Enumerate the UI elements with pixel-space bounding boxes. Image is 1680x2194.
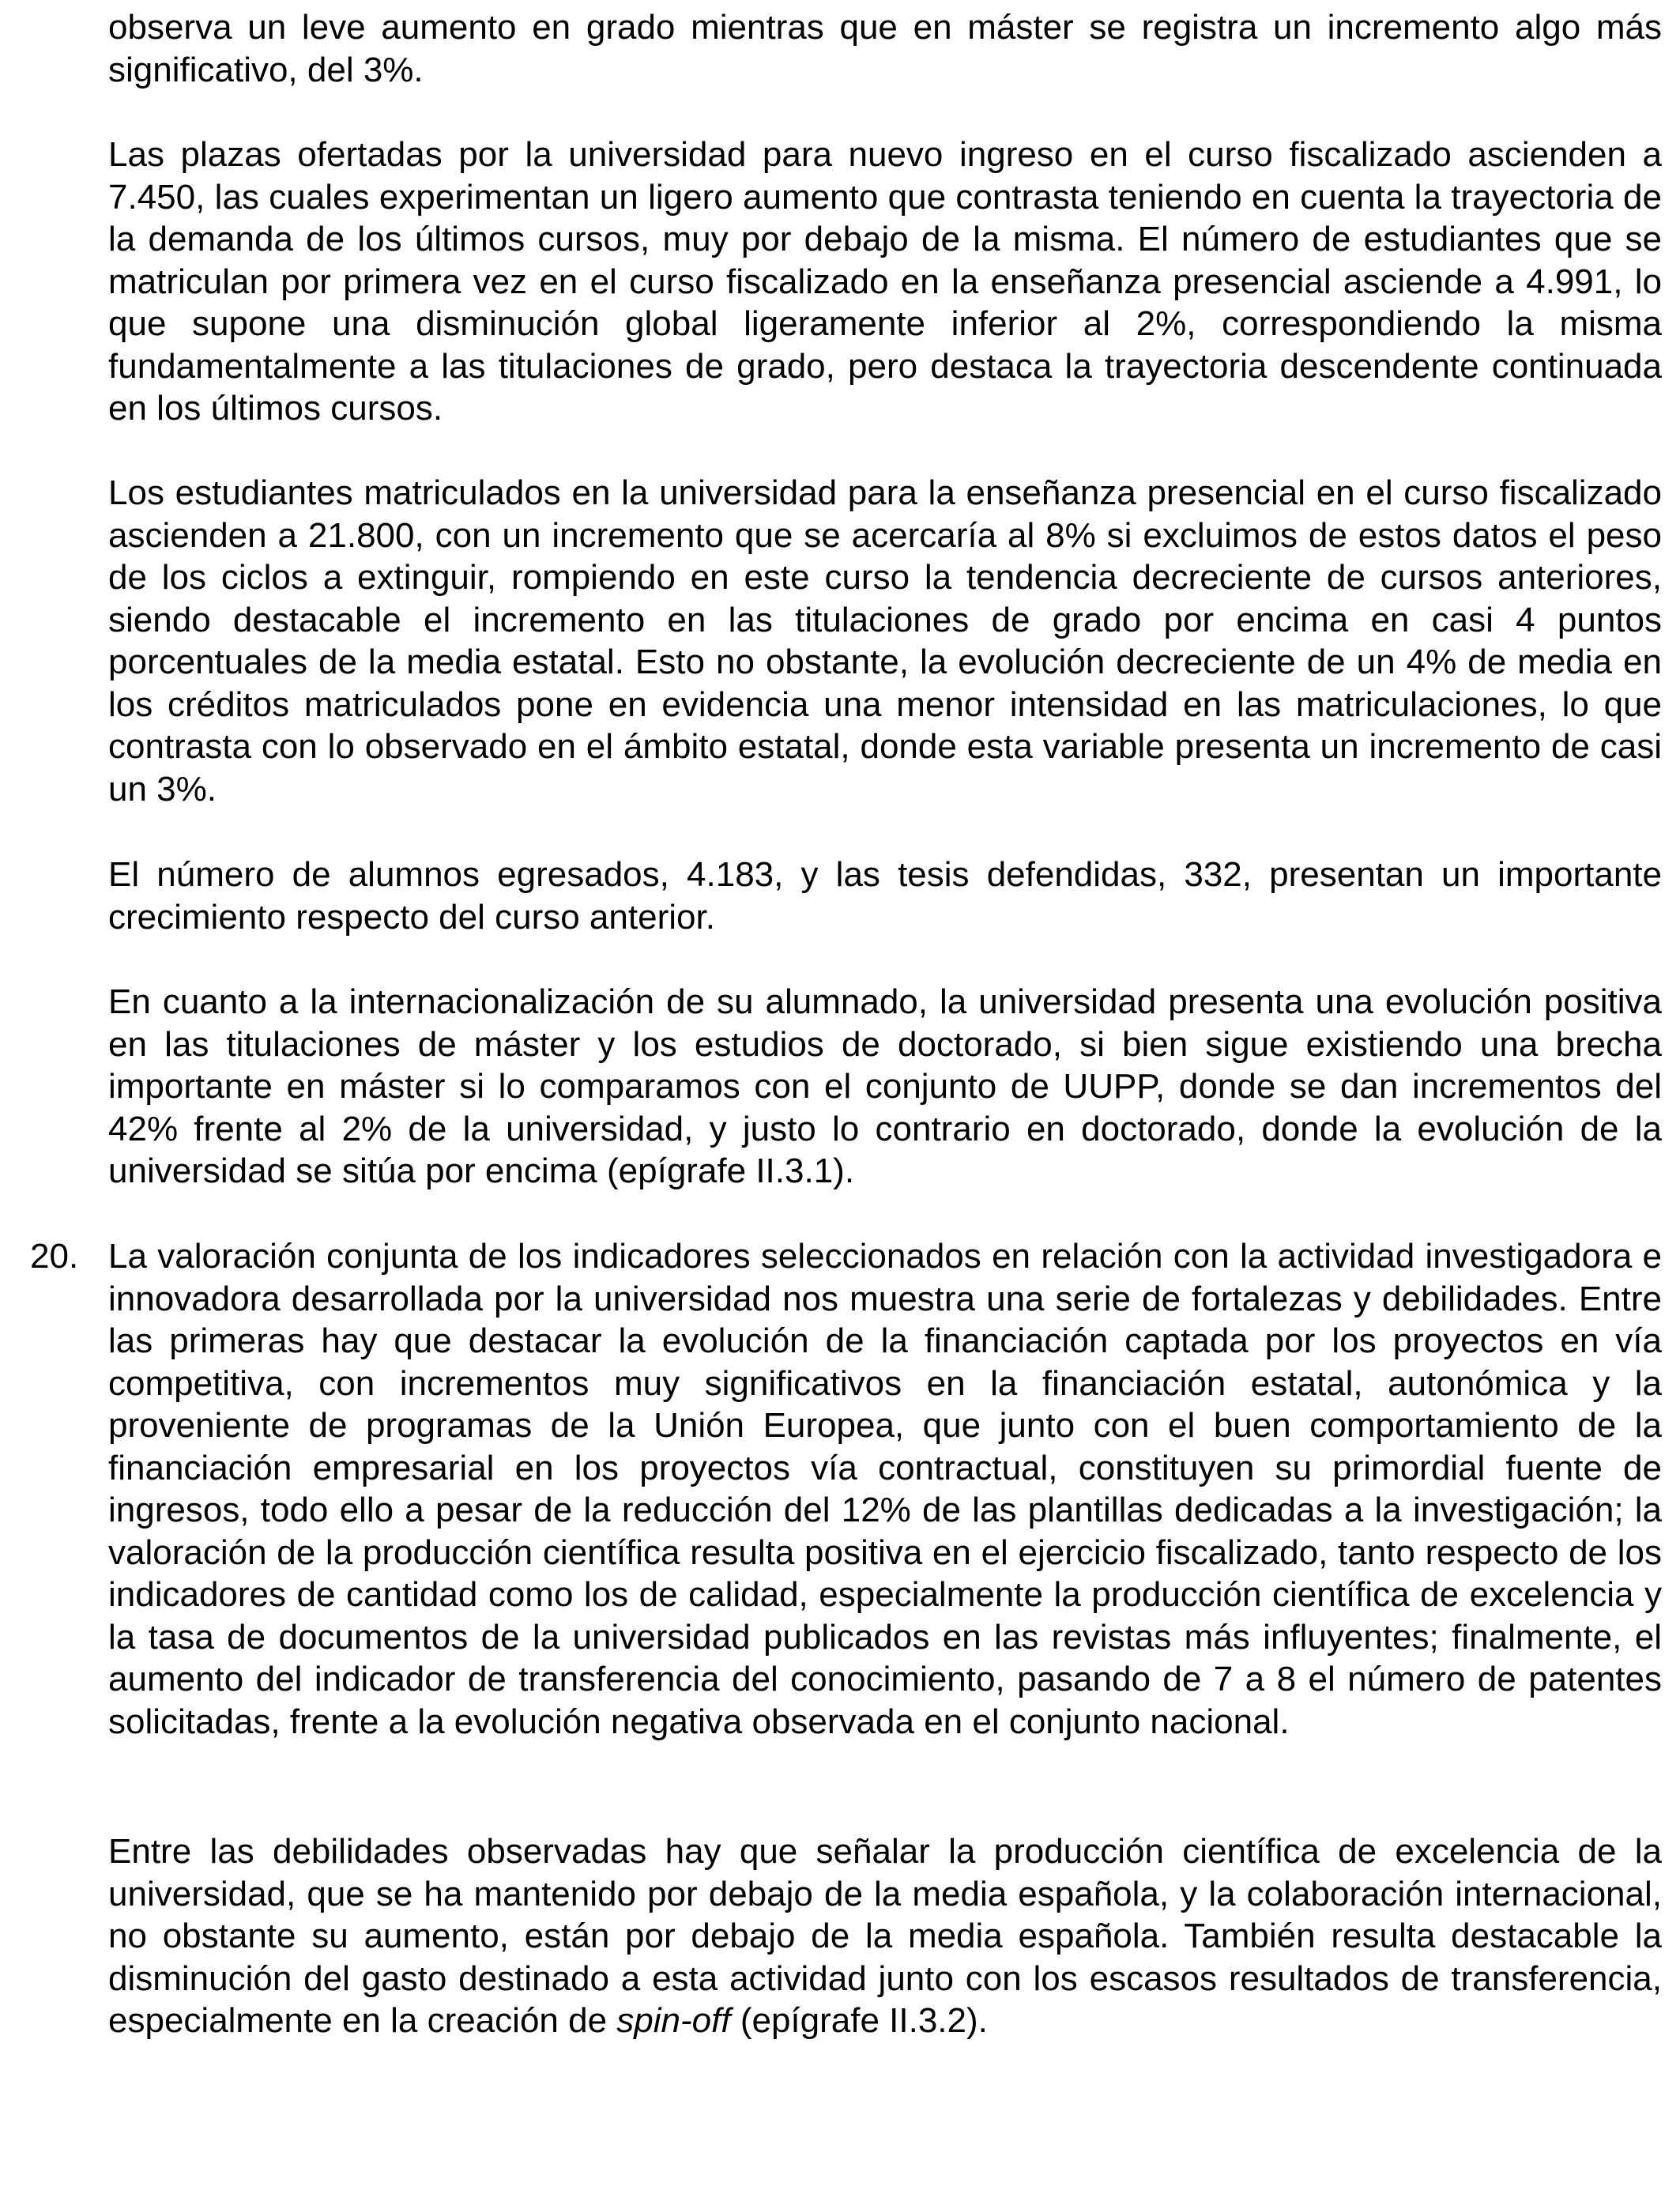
spin-off-term: spin-off (616, 2001, 731, 2040)
paragraph-enrolled-students: Los estudiantes matriculados en la universidad para la enseñanza presencial en el curso fiscalizado ascienden a 21.800, con un incremento que se acercaría al 8% si excluimos de estos datos el peso de los ciclos a extinguir, rompiendo en este curso la tendencia decreciente de cursos anteriores, siendo destacable el incremento en las titulaciones de grado por encima en casi 4 puntos porcentuales de la media estatal. Esto no obstante, la evolución decreciente de un 4% de media en los créditos matriculados pone en evidencia una menor intensidad en las matriculaciones, lo que contrasta con lo observado en el ámbito estatal, donde esta variable presenta un incremento de casi un 3%. (108, 473, 1662, 809)
paragraph-weaknesses (108, 1830, 1662, 2042)
weaknesses-text: Entre las debilidades observadas hay que señalar la producción científica de excelencia de la universidad, que se ha mantenido por debajo de la media española, y la colaboración internacional, no obstante su aumento, están por debajo de la media española. También resulta destacable la disminución del gasto destinado a esta actividad junto con los escasos resultados de transferencia, especialmente en la creación de (108, 1832, 1662, 2040)
weaknesses-reference: (epígrafe II.3.2). (730, 2001, 988, 2040)
paragraph-internationalization: En cuanto a la internacionalización de su alumnado, la universidad presenta una evolución positiva en las titulaciones de máster y los estudios de doctorado, si bien sigue existiendo una brecha importante en máster si lo comparamos con el conjunto de UUPP, donde se dan incrementos del 42% frente al 2% de la universidad, y justo lo contrario en doctorado, donde la evolución de la universidad se sitúa por encima (epígrafe II.3.1). (108, 982, 1662, 1190)
paragraph-new-enrollment: Las plazas ofertadas por la universidad para nuevo ingreso en el curso fiscalizado ascienden a 7.450, las cuales experimentan un ligero aumento que contrasta teniendo en cuenta la trayectoria de la demanda de los últimos cursos, muy por debajo de la misma. El número de estudiantes que se matriculan por primera vez en el curso fiscalizado en la enseñanza presencial asciende a 4.991, lo que supone una disminución global ligeramente inferior al 2%, correspondiendo la misma fundamentalmente a las titulaciones de grado, pero destaca la trayectoria descendente continuada en los últimos cursos. (108, 135, 1662, 428)
list-item-number: 20. (30, 1237, 79, 1276)
paragraph-master-growth: observa un leve aumento en grado mientras que en máster se registra un incremento algo más significativo, del 3%. (108, 8, 1662, 89)
paragraph-graduates-theses: El número de alumnos egresados, 4.183, y las tesis defendidas, 332, presentan un importante crecimiento respecto del curso anterior. (108, 855, 1662, 937)
paragraph-research-assessment: La valoración conjunta de los indicadores seleccionados en relación con la actividad investigadora e innovadora desarrollada por la universidad nos muestra una serie de fortalezas y debilidades. Entre las primeras hay que destacar la evolución de la financiación captada por los proyectos en vía competitiva, con incrementos muy significativos en la financiación estatal, autonómica y la proveniente de programas de la Unión Europea, que junto con el buen comportamiento de la financiación empresarial en los proyectos vía contractual, constituyen su primordial fuente de ingresos, todo ello a pesar de la reducción del 12% de las plantillas dedicadas a la investigación; la valoración de la producción científica resulta positiva en el ejercicio fiscalizado, tanto respecto de los indicadores de cantidad como los de calidad, especialmente la producción científica de excelencia y la tasa de documentos de la universidad publicados en las revistas más influyentes; finalmente, el aumento del indicador de transferencia del conocimiento, pasando de 7 a 8 el número de patentes solicitadas, frente a la evolución negativa observada en el conjunto nacional. (108, 1237, 1662, 1741)
